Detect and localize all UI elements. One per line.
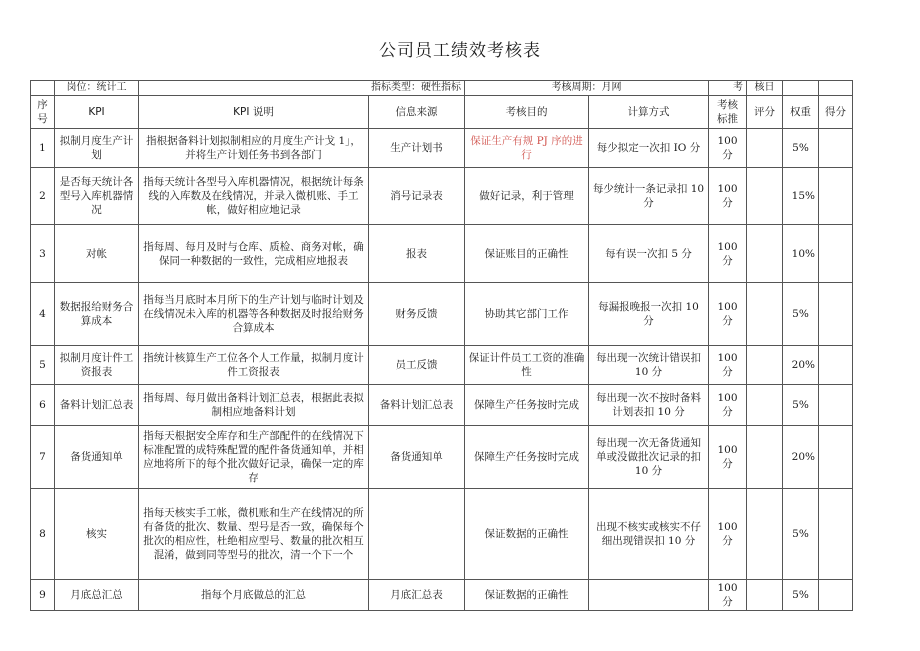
cell-source: 月底汇总表 — [369, 580, 465, 611]
cell-standard: 100 分 — [709, 385, 747, 426]
info-cell-blank — [783, 81, 819, 96]
cell-score — [747, 225, 783, 283]
cell-source: 备货通知单 — [369, 426, 465, 489]
cell-weight: 5% — [783, 129, 819, 168]
table-row — [31, 489, 853, 580]
cell-no: 7 — [31, 426, 55, 489]
table-row — [31, 283, 853, 346]
cell-source: 生产计划书 — [369, 129, 465, 168]
cell-standard: 100 分 — [709, 489, 747, 580]
info-position: 岗位：统计工 — [55, 81, 139, 96]
cell-source: 财务反馈 — [369, 283, 465, 346]
cell-kpi: 备货通知单 — [55, 426, 139, 489]
table-row — [31, 346, 853, 385]
cell-purpose: 保证账目的正确性 — [465, 225, 589, 283]
cell-weight: 5% — [783, 283, 819, 346]
cell-weight: 20% — [783, 426, 819, 489]
cell-no: 4 — [31, 283, 55, 346]
cell-purpose: 保证数据的正确性 — [465, 580, 589, 611]
info-assessor-b: 核日 — [747, 81, 783, 96]
info-row — [31, 81, 853, 96]
cell-standard: 100 分 — [709, 225, 747, 283]
cell-purpose: 保证计件员工工资的准确性 — [465, 346, 589, 385]
page-title: 公司员工绩效考核表 — [379, 41, 541, 61]
cell-kpi: 备料计划汇总表 — [55, 385, 139, 426]
cell-calc — [589, 580, 709, 611]
kpi-table — [30, 80, 853, 611]
cell-calc: 每漏报晚报一次扣 10 分 — [589, 283, 709, 346]
cell-kpi: 月底总汇总 — [55, 580, 139, 611]
cell-purpose: 做好记录，利于管理 — [465, 168, 589, 225]
header-cell: 考核目的 — [465, 96, 589, 129]
info-indicator-type: 指标类型：硬性指标 — [139, 81, 465, 96]
cell-standard: 100 分 — [709, 580, 747, 611]
cell-desc: 指每周、每月及时与仓库、质检、商务对帐，确保同一种数据的一致性，完成相应地报表 — [139, 225, 369, 283]
header-cell: KPI 说明 — [139, 96, 369, 129]
cell-weight: 20% — [783, 346, 819, 385]
table-row — [31, 129, 853, 168]
cell-source: 员工反馈 — [369, 346, 465, 385]
cell-standard: 100 分 — [709, 129, 747, 168]
cell-desc: 指根据备料计划拟制相应的月度生产计戈 1」，并将生产计划任务书到各部门 — [139, 129, 369, 168]
cell-source: 消号记录表 — [369, 168, 465, 225]
table-row — [31, 580, 853, 611]
cell-desc: 指每当月底时本月所下的生产计划与临时计划及在线情况未入库的机器等各种数据及时报给财务合算成本 — [139, 283, 369, 346]
cell-result — [819, 385, 853, 426]
cell-purpose: 保障生产任务按时完成 — [465, 385, 589, 426]
cell-result — [819, 426, 853, 489]
cell-result — [819, 283, 853, 346]
cell-weight: 5% — [783, 385, 819, 426]
cell-score — [747, 168, 783, 225]
header-cell: 信息来源 — [369, 96, 465, 129]
cell-calc: 每出现一次无备货通知单或没做批次记录的扣 10 分 — [589, 426, 709, 489]
header-cell: 序号 — [31, 96, 55, 129]
header-cell: 评分 — [747, 96, 783, 129]
cell-no: 1 — [31, 129, 55, 168]
cell-desc: 指统计核算生产工位各个人工作量，拟制月度计件工资报表 — [139, 346, 369, 385]
cell-score — [747, 426, 783, 489]
cell-kpi: 核实 — [55, 489, 139, 580]
cell-kpi: 是否每天统计各型号入库机器情况 — [55, 168, 139, 225]
cell-score — [747, 129, 783, 168]
cell-result — [819, 225, 853, 283]
cell-purpose: 保证数据的正确性 — [465, 489, 589, 580]
cell-desc: 指每周、每月做出备料计划汇总表，根据此表拟制相应地备料计划 — [139, 385, 369, 426]
info-cell-blank — [819, 81, 853, 96]
cell-score — [747, 346, 783, 385]
header-cell: KPI — [55, 96, 139, 129]
table-row — [31, 426, 853, 489]
cell-no: 6 — [31, 385, 55, 426]
cell-calc: 每有误一次扣 5 分 — [589, 225, 709, 283]
header-cell: 计算方式 — [589, 96, 709, 129]
cell-source: 报表 — [369, 225, 465, 283]
cell-no: 3 — [31, 225, 55, 283]
cell-desc: 指每天统计各型号入库机器情况，根据统计每条线的入库数及在线情况，并录入微机账、手工帐，做好相应地记录 — [139, 168, 369, 225]
info-cell-blank — [31, 81, 55, 96]
cell-score — [747, 283, 783, 346]
cell-kpi: 拟制月度计件工资报表 — [55, 346, 139, 385]
cell-standard: 100 分 — [709, 283, 747, 346]
table-row — [31, 225, 853, 283]
table-row — [31, 168, 853, 225]
cell-purpose: 保障生产任务按时完成 — [465, 426, 589, 489]
info-assessor-a: 考 — [709, 81, 747, 96]
cell-calc: 出现不核实或核实不仔细出现错误扣 10 分 — [589, 489, 709, 580]
header-cell: 权重 — [783, 96, 819, 129]
header-row — [31, 96, 853, 129]
cell-result — [819, 129, 853, 168]
cell-score — [747, 489, 783, 580]
cell-kpi: 对帐 — [55, 225, 139, 283]
cell-no: 8 — [31, 489, 55, 580]
cell-score — [747, 580, 783, 611]
header-cell: 得分 — [819, 96, 853, 129]
cell-weight: 5% — [783, 580, 819, 611]
cell-weight: 10% — [783, 225, 819, 283]
cell-weight: 5% — [783, 489, 819, 580]
cell-kpi: 数据报给财务合算成本 — [55, 283, 139, 346]
cell-kpi: 拟制月度生产计划 — [55, 129, 139, 168]
cell-desc: 指每天核实手工帐，微机账和生产在线情况的所有备货的批次、数量、型号是否一致，确保每个批次的相应性，杜绝相应型号、数量的批次相互混淆，做到同等型号的批次，清一个下一个 — [139, 489, 369, 580]
cell-result — [819, 168, 853, 225]
cell-weight: 15% — [783, 168, 819, 225]
header-cell: 考核标推 — [709, 96, 747, 129]
cell-standard: 100 分 — [709, 346, 747, 385]
cell-source: 备料计划汇总表 — [369, 385, 465, 426]
cell-no: 9 — [31, 580, 55, 611]
cell-calc: 每少拟定一次扣 IO 分 — [589, 129, 709, 168]
cell-desc: 指每天根据安全库存和生产部配件的在线情况下标准配置的成特殊配置的配件备货通知单，并相应地将所下的每个批次做好记录，确保一定的库存 — [139, 426, 369, 489]
cell-calc: 每出现一次不按时备料计划表扣 10 分 — [589, 385, 709, 426]
kpi-table-body — [31, 81, 853, 611]
cell-standard: 100 分 — [709, 168, 747, 225]
cell-source — [369, 489, 465, 580]
info-period: 考核周期：月网 — [465, 81, 709, 96]
cell-result — [819, 489, 853, 580]
cell-purpose: 协助其它部门工作 — [465, 283, 589, 346]
cell-calc: 每少统计一条记录扣 10 分 — [589, 168, 709, 225]
cell-calc: 每出现一次统计错误扣 10 分 — [589, 346, 709, 385]
cell-result — [819, 580, 853, 611]
cell-standard: 100 分 — [709, 426, 747, 489]
cell-result — [819, 346, 853, 385]
table-row — [31, 385, 853, 426]
cell-score — [747, 385, 783, 426]
cell-no: 5 — [31, 346, 55, 385]
cell-desc: 指每个月底做总的汇总 — [139, 580, 369, 611]
cell-no: 2 — [31, 168, 55, 225]
cell-purpose: 保证生产有规 PJ 序的进行 — [465, 129, 589, 168]
